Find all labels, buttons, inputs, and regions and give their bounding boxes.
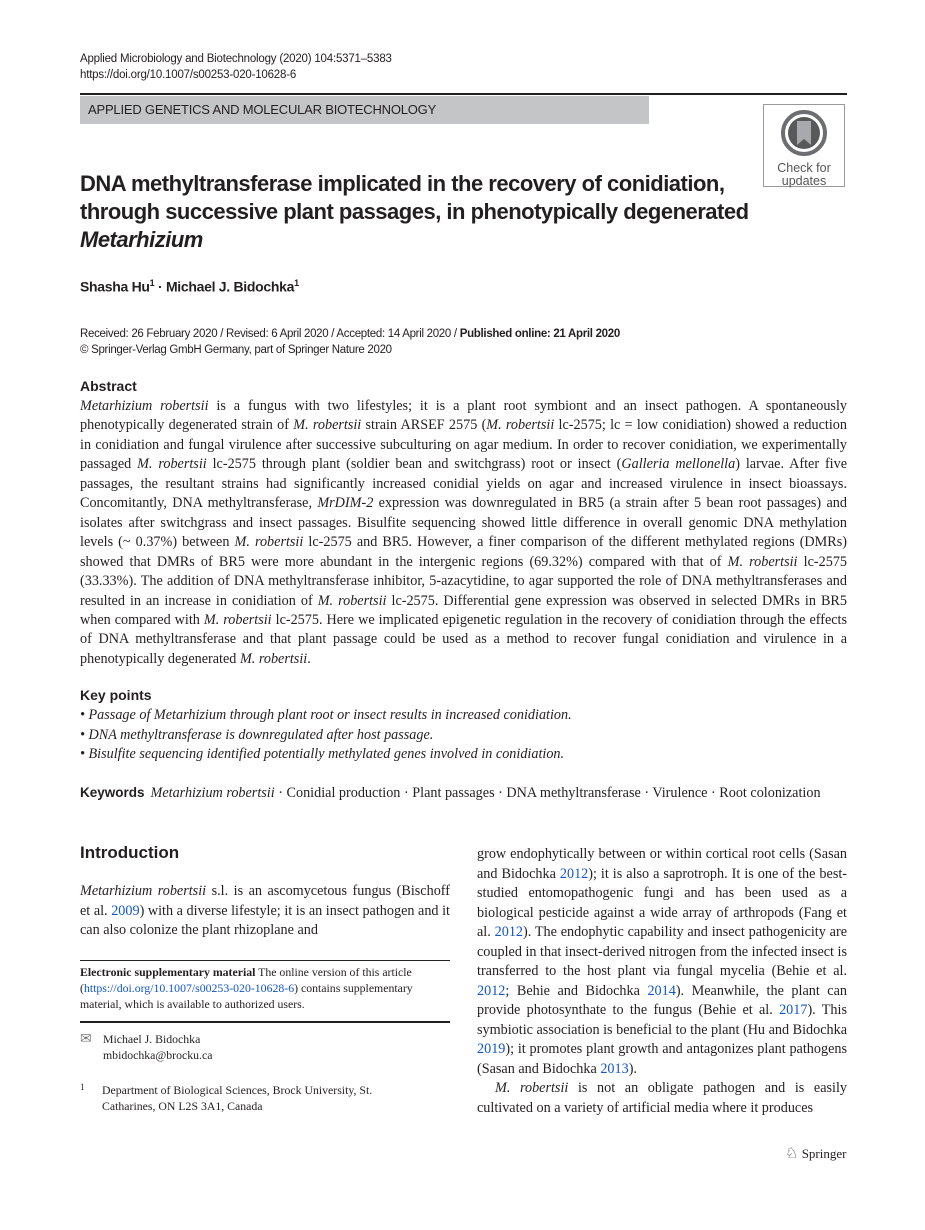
intro-left-column	[80, 882, 450, 941]
abstract-text	[80, 397, 847, 669]
text-run: ). The endophytic capability and insect pathogenicity are coupled in that insect-derived nitrogen from the infected insect is transferred to the host plant via fungal mycelia (Behie et al.	[477, 924, 847, 979]
keyword: DNA methyltransferase	[506, 785, 641, 801]
citation-link[interactable]: 2019	[477, 1041, 506, 1057]
italic-term: M. robertsii	[293, 417, 362, 434]
text-run: strain ARSEF 2575 (	[361, 417, 487, 434]
intro-paragraph	[477, 845, 847, 1079]
key-point: • Bisulfite sequencing identified potentially methylated genes involved in conidiation.	[80, 746, 565, 762]
article-dates	[80, 326, 620, 358]
keyword: Virulence	[652, 785, 708, 801]
text-run: .	[307, 650, 311, 667]
esm-text: The online version of this article (	[80, 965, 412, 995]
text-run: is not an obligate pathogen and is easily cultivated on a variety of artificial media where it produces	[477, 1080, 847, 1116]
italic-term: M. robertsii	[317, 592, 387, 609]
text-run: lc-2575. Here we implicated epigenetic regulation in the recovery of conidiation through the effects of DNA methyltransferase and that plant passage could be used as a method to recover fungal conidiation and virulence in a phenotypically degenerated	[80, 611, 848, 667]
text-run: ).	[628, 1060, 637, 1077]
contact-email[interactable]: mbidochka@brocku.ca	[103, 1048, 213, 1062]
text-run: ); it is also a saprotroph. It is one of the best-studied entomopathogenic fungi and has been used as a biological pesticide against a wide array of arthropods (Fang et al.	[477, 865, 848, 940]
text-run: ) with a diverse lifestyle; it is an insect pathogen and it can also colonize the plant rhizoplane and	[80, 902, 450, 938]
keyword-separator: ·	[400, 785, 413, 801]
title-main: DNA methyltransferase implicated in the recovery of conidiation, through successive plant passages, in phenotypically degenerated	[80, 171, 749, 224]
citation-link[interactable]: 2014	[647, 982, 676, 999]
text-run: grow endophytically between or within cortical root cells (Sasan and Bidochka	[477, 846, 847, 882]
author-separator: ·	[157, 278, 163, 295]
publisher-logo	[785, 1144, 846, 1163]
keyword: Root colonization	[719, 785, 821, 801]
text-run: lc-2575 through plant (soldier bean and switchgrass) root or insect (	[206, 456, 622, 473]
text-run: s.l. is an ascomycetous fungus (Bischoff et al.	[80, 883, 450, 919]
affiliation-text: Department of Biological Sciences, Brock University, St. Catharines, ON L2S 3A1, Canada	[102, 1083, 373, 1113]
journal-header	[80, 51, 392, 83]
check-for-updates-badge[interactable]	[763, 104, 845, 187]
keyword: Plant passages	[412, 785, 495, 801]
intro-paragraph	[80, 882, 450, 941]
text-run: lc-2575 (33.33%). The addition of DNA methyltransferase inhibitor, 5-azacytidine, to agar supported the role of DNA methyltransferases and resulted in an increase in conidiation of	[80, 553, 848, 609]
intro-paragraph	[477, 1079, 847, 1118]
author-name[interactable]: Michael J. Bidochka	[165, 278, 295, 295]
citation-link[interactable]: 2012	[494, 924, 523, 940]
copyright: © Springer-Verlag GmbH Germany, part of Springer Nature 2020	[80, 344, 392, 356]
keywords-label: Keywords	[80, 785, 145, 800]
key-points-heading: Key points	[80, 687, 152, 703]
published-date: Published online: 21 April 2020	[459, 328, 620, 340]
italic-term: M. robertsii	[727, 553, 798, 570]
text-run: is a fungus with two lifestyles; it is a plant root symbiont and an insect pathogen. A spontaneously phenotypically degenerated strain of	[80, 398, 847, 434]
keyword-separator: ·	[707, 785, 720, 801]
keyword-separator: ·	[494, 785, 507, 801]
citation-link[interactable]: 2013	[600, 1060, 629, 1077]
italic-term: Galleria mellonella	[621, 456, 736, 473]
text-run: ). Meanwhile, the plant can provide photosynthate to the fungus (Behie et al.	[477, 982, 847, 1018]
citation-link[interactable]: 2017	[779, 1002, 808, 1018]
keyword: Metarhizium robertsii	[150, 785, 275, 801]
envelope-icon: ✉	[80, 1032, 92, 1047]
publisher-name: Springer	[801, 1146, 847, 1161]
journal-doi[interactable]: https://doi.org/10.1007/s00253-020-10628-6	[80, 69, 297, 81]
badge-line2: updates	[781, 174, 827, 188]
affiliation-number: 1	[80, 1082, 85, 1092]
introduction-heading: Introduction	[80, 843, 180, 862]
key-point: • DNA methyltransferase is downregulated after host passage.	[80, 726, 434, 743]
contact-name: Michael J. Bidochka	[103, 1032, 201, 1046]
citation-link[interactable]: 2012	[477, 982, 506, 999]
italic-term: M. robertsii	[495, 1080, 569, 1096]
keyword-separator: ·	[640, 785, 653, 801]
italic-term: MrDIM-2	[317, 495, 374, 512]
italic-term: Metarhizium robertsii	[80, 883, 207, 899]
title-italic: Metarhizium	[80, 227, 203, 252]
affiliation	[80, 1082, 422, 1114]
author-list	[80, 278, 299, 295]
key-point: • Passage of Metarhizium through plant root or insect results in increased conidiation.	[80, 707, 572, 723]
text-run: expression was downregulated in BR5 (a strain after 5 bean root passages) and isolates after switchgrass and insect passages. Bisulfite sequencing showed little difference in overall genomic DNA methylation levels (~ 0.37%) between	[80, 495, 847, 551]
citation-link[interactable]: 2009	[111, 902, 140, 919]
section-label: APPLIED GENETICS AND MOLECULAR BIOTECHNOLOGY	[80, 96, 649, 124]
history-dates: Received: 26 February 2020 / Revised: 6 April 2020 / Accepted: 14 April 2020 /	[80, 328, 460, 340]
text-run: lc-2575 and BR5. However, a finer comparison of the different methylated regions (DMRs) showed that DMRs of BR5 were more abundant in the intergenic regions (69.32%) compared with that of	[80, 534, 847, 570]
key-points-list	[80, 706, 572, 765]
article-title	[80, 170, 760, 254]
text-run: lc-2575; lc = low conidiation) showed a reduction in conidiation and fungal virulence after successive subculturing on agar medium. In order to recover conidiation, we experimentally passaged	[80, 417, 847, 473]
italic-term: M. robertsii	[239, 650, 308, 667]
esm-label: Electronic supplementary material	[80, 965, 256, 979]
text-run: ) larvae. After five passages, the resultant strains had significantly increased conidial yields on agar and increased virulence in insect bioassays. Concomitantly, DNA methyltransferase,	[80, 456, 848, 512]
citation-link[interactable]: 2012	[559, 865, 589, 882]
text-run: lc-2575. Differential gene expression was observed in selected DMRs in BR5 when compared with	[80, 592, 847, 628]
corresponding-author	[80, 1031, 212, 1063]
text-run: ); it promotes plant growth and antagonizes plant pathogens (Sasan and Bidochka	[477, 1041, 847, 1077]
italic-term: M. robertsii	[137, 456, 207, 473]
keyword: Conidial production	[286, 785, 401, 801]
esm-text: ) contains supplementary material, which is available to authorized users.	[80, 981, 413, 1011]
author-name[interactable]: Shasha Hu	[80, 278, 150, 295]
text-run: ). This symbiotic association is beneficial to the plant (Hu and Bidochka	[477, 1002, 847, 1038]
text-run: ; Behie and Bidochka	[505, 982, 648, 999]
italic-term: M. robertsii	[203, 611, 272, 628]
journal-citation: Applied Microbiology and Biotechnology (2020) 104:5371–5383	[80, 53, 392, 65]
author-affiliation: 1	[294, 278, 299, 288]
intro-right-column	[477, 845, 847, 1118]
supplementary-material-note	[80, 960, 450, 1023]
abstract-heading: Abstract	[80, 378, 137, 394]
keyword-separator: ·	[274, 785, 287, 801]
italic-term: M. robertsii	[486, 417, 555, 434]
springer-horse-icon: ♘	[785, 1146, 799, 1162]
keywords	[80, 783, 847, 803]
bookmark-icon	[780, 109, 828, 157]
header-rule	[80, 93, 847, 95]
badge-line1: Check for	[777, 161, 831, 175]
author-affiliation: 1	[149, 278, 155, 288]
esm-link[interactable]: https://doi.org/10.1007/s00253-020-10628-6	[83, 981, 295, 995]
italic-term: M. robertsii	[234, 534, 304, 551]
italic-term: Metarhizium robertsii	[80, 398, 209, 414]
